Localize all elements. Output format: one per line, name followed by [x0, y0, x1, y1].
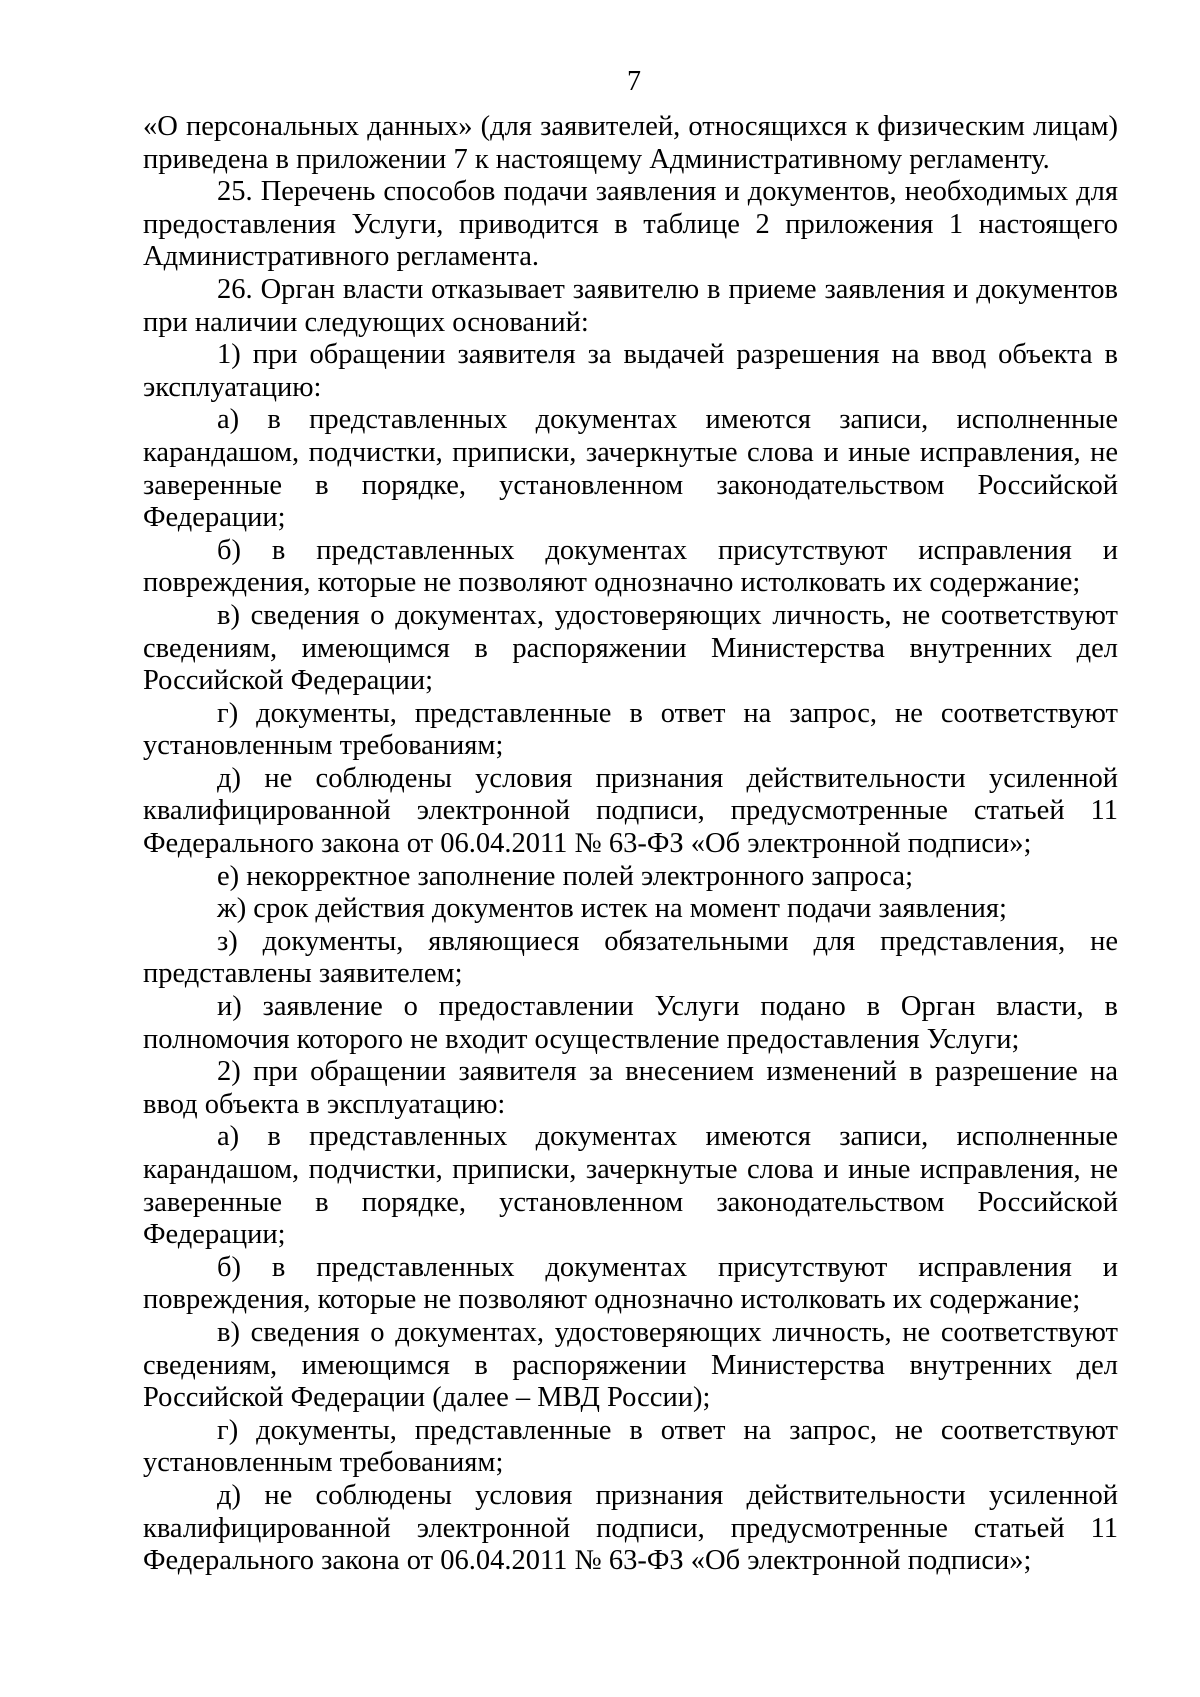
paragraph: б) в представленных документах присутствуют исправления и повреждения, которые не позволяют однозначно истолковать их содержание;	[143, 534, 1118, 599]
paragraph: г) документы, представленные в ответ на запрос, не соответствуют установленным требованиям;	[143, 697, 1118, 762]
paragraph: 1) при обращении заявителя за выдачей разрешения на ввод объекта в эксплуатацию:	[143, 339, 1118, 403]
paragraph: ж) срок действия документов истек на момент подачи заявления;	[217, 893, 1007, 925]
paragraph: в) сведения о документах, удостоверяющих личность, не соответствуют сведениям, имеющимся в распоряжении Министерства внутренних дел Российской Федерации;	[143, 599, 1118, 697]
page-number: 7	[627, 66, 641, 97]
paragraph: 26. Орган власти отказывает заявителю в приеме заявления и документов при наличии следующих оснований:	[143, 273, 1118, 338]
paragraph: г) документы, представленные в ответ на запрос, не соответствуют установленным требованиям;	[143, 1414, 1118, 1479]
document-body	[143, 111, 1118, 1578]
paragraph: д) не соблюдены условия признания действительности усиленной квалифицированной электронной подписи, предусмотренные статьей 11 Федерального закона от 06.04.2011 № 63-ФЗ «Об электронной подписи»;	[143, 762, 1118, 860]
paragraph: 25. Перечень способов подачи заявления и документов, необходимых для предоставления Услуги, приводится в таблице 2 приложения 1 настоящего Административного регламента.	[143, 176, 1118, 273]
paragraph: е) некорректное заполнение полей электронного запроса;	[217, 860, 913, 892]
paragraph: в) сведения о документах, удостоверяющих личность, не соответствуют сведениям, имеющимся в распоряжении Министерства внутренних дел Российской Федерации (далее – МВД России);	[143, 1316, 1118, 1414]
paragraph: а) в представленных документах имеются записи, исполненные карандашом, подчистки, приписки, зачеркнутые слова и иные исправления, не заверенные в порядке, установленном законодательством Российской Федерации;	[143, 404, 1118, 534]
paragraph: и) заявление о предоставлении Услуги подано в Орган власти, в полномочия которого не входит осуществление предоставления Услуги;	[143, 991, 1118, 1055]
paragraph: «О персональных данных» (для заявителей, относящихся к физическим лицам) приведена в приложении 7 к настоящему Административному регламенту.	[143, 111, 1118, 175]
paragraph: б) в представленных документах присутствуют исправления и повреждения, которые не позволяют однозначно истолковать их содержание;	[143, 1251, 1118, 1316]
paragraph: з) документы, являющиеся обязательными для представления, не представлены заявителем;	[143, 925, 1118, 990]
paragraph: д) не соблюдены условия признания действительности усиленной квалифицированной электронной подписи, предусмотренные статьей 11 Федерального закона от 06.04.2011 № 63-ФЗ «Об электронной подписи»;	[143, 1479, 1118, 1577]
paragraph: а) в представленных документах имеются записи, исполненные карандашом, подчистки, приписки, зачеркнутые слова и иные исправления, не заверенные в порядке, установленном законодательством Российской Федерации;	[143, 1121, 1118, 1251]
paragraph: 2) при обращении заявителя за внесением изменений в разрешение на ввод объекта в эксплуатацию:	[143, 1056, 1118, 1120]
